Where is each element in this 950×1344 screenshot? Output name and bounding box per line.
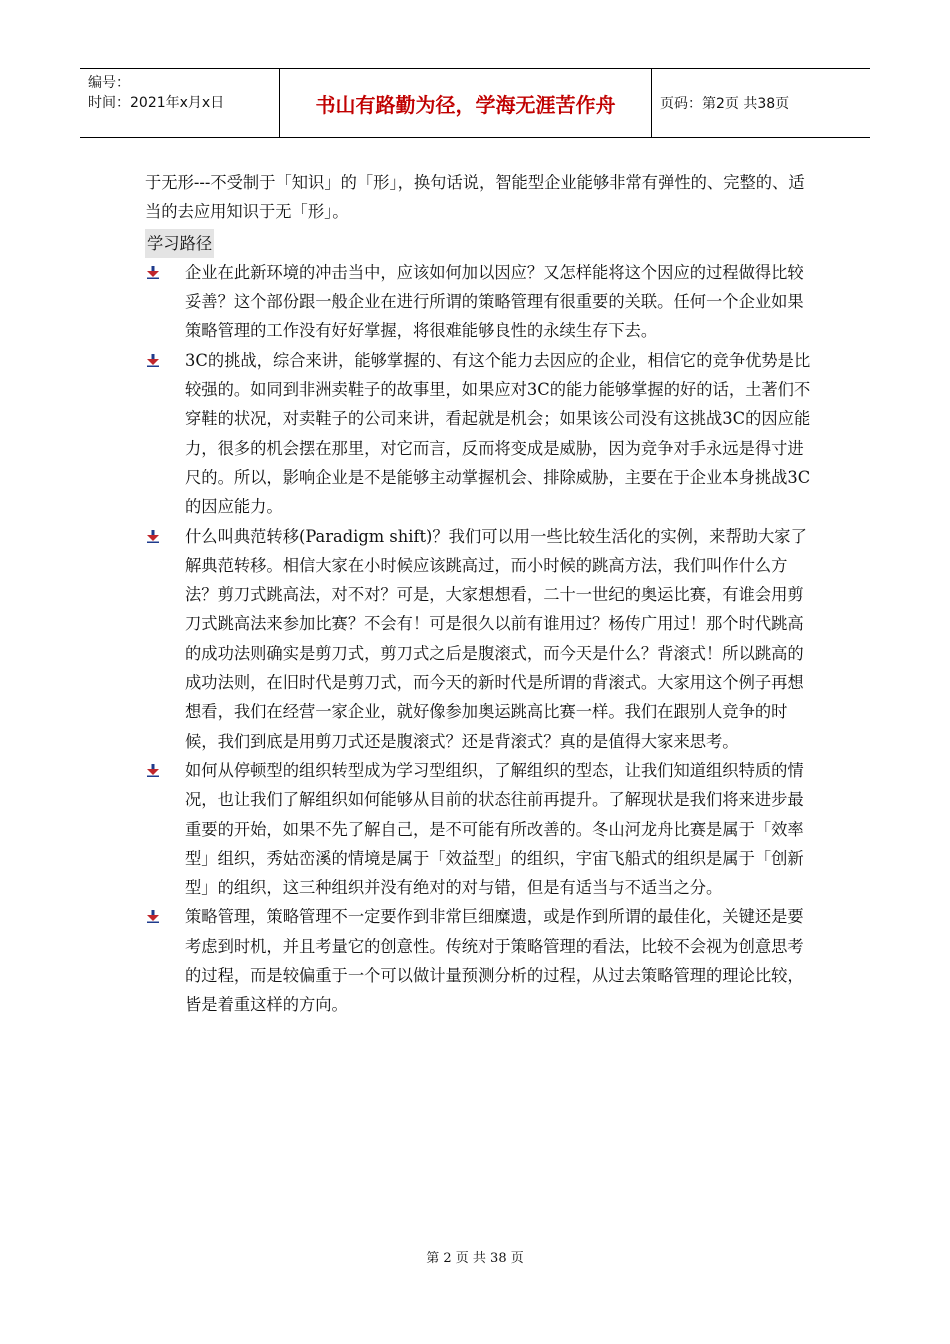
list-item xyxy=(145,756,817,902)
date-label: 时间：2021年x月x日 xyxy=(88,95,225,111)
page-header xyxy=(80,68,870,138)
bullet-text: 企业在此新环境的冲击当中，应该如何加以因应？又怎样能将这个因应的过程做得比较妥善？这个部份跟一般企业在进行所谓的策略管理有很重要的关联。任何一个企业如果策略管理的工作没有好好掌握，将很难能够良性的永续生存下去。 xyxy=(185,262,804,341)
list-item xyxy=(145,346,817,522)
bullet-text: 策略管理，策略管理不一定要作到非常巨细糜遗，或是作到所谓的最佳化，关键还是要考虑到时机，并且考量它的创意性。传统对于策略管理的看法，比较不会视为创意思考的过程，而是较偏重于一个可以做计量预测分析的过程，从过去策略管理的理论比较，皆是着重这样的方向。 xyxy=(185,907,804,1015)
page-info: 页码：第2页 共38页 xyxy=(660,96,790,112)
arrow-down-bullet-icon xyxy=(147,266,159,279)
bullet-text: 3C的挑战，综合来讲，能够掌握的、有这个能力去因应的企业，相信它的竞争优势是比较强的。如同到非洲卖鞋子的故事里，如果应对3C的能力能够掌握的好的话，土著们不穿鞋的状况，对卖鞋子的公司来讲，看起就是机会；如果该公司没有这挑战3C的因应能力，很多的机会摆在那里，对它而言，反而将变成是威胁，因为竞争对手永远是得寸进尺的。所以，影响企业是不是能够主动掌握机会、排除威胁，主要在于企业本身挑战3C的因应能力。 xyxy=(185,350,811,517)
motto: 书山有路勤为径，学海无涯苦作舟 xyxy=(280,69,652,137)
header-left-cell xyxy=(80,69,280,137)
arrow-down-bullet-icon xyxy=(147,530,159,543)
arrow-down-bullet-icon xyxy=(147,354,159,367)
list-item xyxy=(145,902,817,1019)
list-item xyxy=(145,522,817,756)
list-item xyxy=(145,258,817,346)
bullet-text: 什么叫典范转移(Paradigm shift)？我们可以用一些比较生活化的实例，来帮助大家了解典范转移。相信大家在小时候应该跳高过，而小时候的跳高方法，我们叫作什么方法？剪刀式跳高法，对不对？可是，大家想想看，二十一世纪的奥运比赛，有谁会用剪刀式跳高法来参加比赛？不会有！可是很久以前有谁用过？杨传广用过！那个时代跳高的成功法则确实是剪刀式，剪刀式之后是腹滚式，而今天是什么？背滚式！所以跳高的成功法则，在旧时代是剪刀式，而今天的新时代是所谓的背滚式。大家用这个例子再想想看，我们在经营一家企业，就好像参加奥运跳高比赛一样。我们在跟别人竞争的时候，我们到底是用剪刀式还是腹滚式？还是背滚式？真的是值得大家来思考。 xyxy=(185,526,807,751)
bullet-list xyxy=(145,258,817,1020)
section-title: 学习路径 xyxy=(145,229,214,258)
number-label: 编号： xyxy=(88,75,130,91)
arrow-down-bullet-icon xyxy=(147,910,159,923)
document-body xyxy=(145,168,817,1020)
intro-paragraph: 于无形---不受制于「知识」的「形」，换句话说，智能型企业能够非常有弹性的、完整的、适当的去应用知识于无「形」。 xyxy=(145,173,805,222)
arrow-down-bullet-icon xyxy=(147,764,159,777)
bullet-text: 如何从停顿型的组织转型成为学习型组织，了解组织的型态，让我们知道组织特质的情况，也让我们了解组织如何能够从目前的状态往前再提升。了解现状是我们将来进步最重要的开始，如果不先了解自己，是不可能有所改善的。冬山河龙舟比赛是属于「效率型」组织，秀姑峦溪的情境是属于「效益型」的组织，宇宙飞船式的组织是属于「创新型」的组织，这三种组织并没有绝对的对与错，但是有适当与不适当之分。 xyxy=(185,760,804,898)
page-footer: 第 2 页 共 38 页 xyxy=(426,1251,524,1266)
